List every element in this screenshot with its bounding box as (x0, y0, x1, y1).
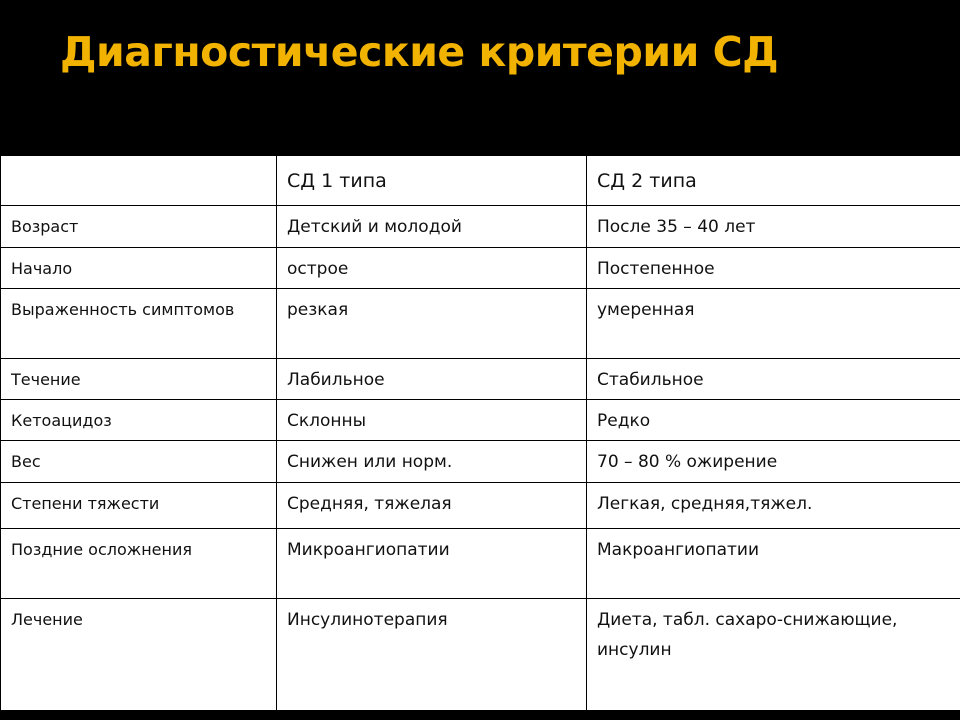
type2-value: Стабильное (587, 359, 960, 400)
row-label: Степени тяжести (1, 483, 277, 529)
table-row (1, 248, 960, 289)
table-row (1, 359, 960, 400)
type2-value: После 35 – 40 лет (587, 206, 960, 248)
type2-value: Постепенное (587, 248, 960, 289)
type2-value: 70 – 80 % ожирение (587, 441, 960, 483)
row-label: Начало (1, 248, 277, 289)
row-label: Кетоацидоз (1, 400, 277, 441)
row-label: Возраст (1, 206, 277, 248)
row-label: Лечение (1, 599, 277, 716)
type1-value: резкая (277, 289, 587, 359)
table-row (1, 400, 960, 441)
table-row (1, 483, 960, 529)
table-row (1, 289, 960, 359)
type2-value: Легкая, средняя,тяжел. (587, 483, 960, 529)
criteria-table (0, 155, 960, 716)
table-row (1, 206, 960, 248)
type1-value: Лабильное (277, 359, 587, 400)
type2-value: Макроангиопатии (587, 529, 960, 599)
type1-value: Микроангиопатии (277, 529, 587, 599)
type2-value: умеренная (587, 289, 960, 359)
type1-value: Склонны (277, 400, 587, 441)
row-label: Выраженность симптомов (1, 289, 277, 359)
type1-value: острое (277, 248, 587, 289)
header-cell-type2: СД 2 типа (587, 156, 960, 206)
row-label: Вес (1, 441, 277, 483)
header-cell-type1: СД 1 типа (277, 156, 587, 206)
slide-title: Диагностические критерии СД (60, 28, 779, 76)
type2-value: Редко (587, 400, 960, 441)
row-label: Поздние осложнения (1, 529, 277, 599)
type2-value: Диета, табл. сахаро-снижающие, инсулин (587, 599, 960, 716)
header-cell-empty (1, 156, 277, 206)
criteria-table-container (0, 155, 960, 710)
type1-value: Инсулинотерапия (277, 599, 587, 716)
type1-value: Снижен или норм. (277, 441, 587, 483)
row-label: Течение (1, 359, 277, 400)
table-row (1, 599, 960, 716)
type1-value: Детский и молодой (277, 206, 587, 248)
table-row (1, 441, 960, 483)
table-header-row (1, 156, 960, 206)
table-row (1, 529, 960, 599)
type1-value: Средняя, тяжелая (277, 483, 587, 529)
